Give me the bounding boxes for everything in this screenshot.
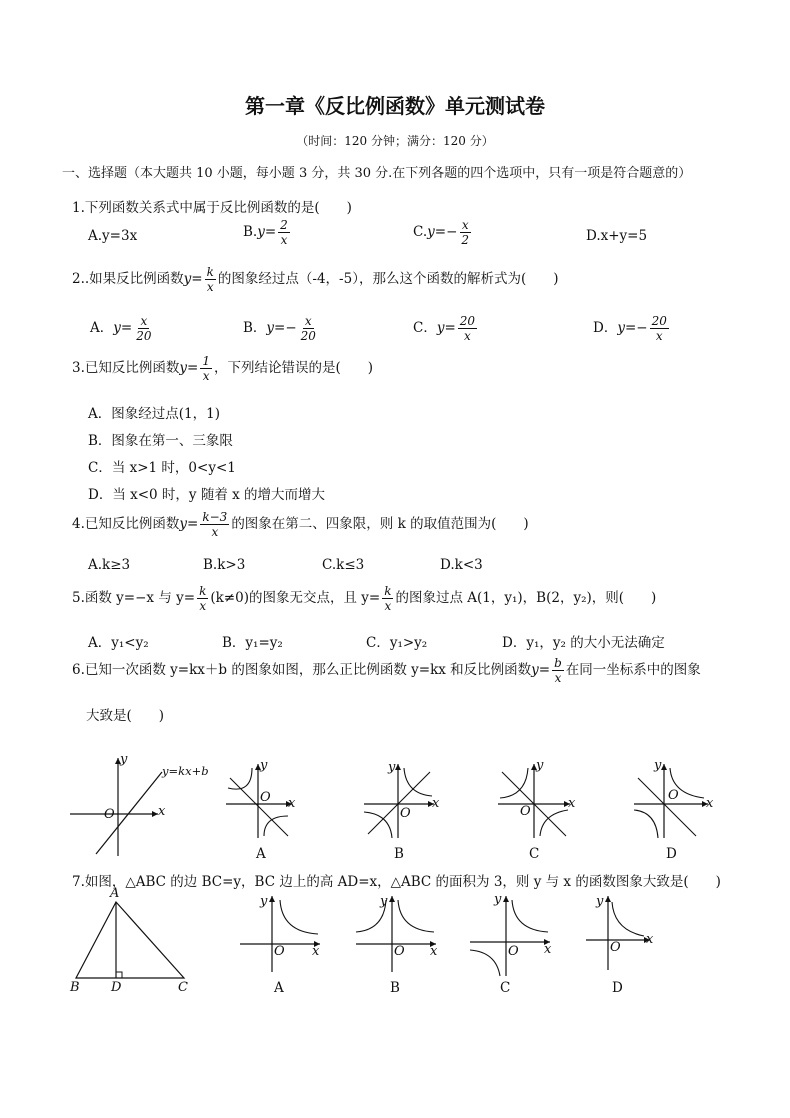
q5-option-d: D．y₁，y₂ 的大小无法确定 — [502, 635, 665, 651]
question-4-stem: 4.已知反比例函数y= $\frac{k-3}{x}$ 的图象在第二、四象限，则 k 的取值范围为( ) — [72, 510, 529, 539]
q6-option-d-graph: y x O — [630, 760, 716, 840]
q3-option-b: B．图象在第一、三象限 — [88, 433, 233, 449]
vertex-b-label: B — [70, 980, 80, 995]
q5-option-c: C．y₁>y₂ — [366, 635, 428, 651]
point-d-label: D — [111, 980, 122, 995]
q2-option-b: B．y=− $\frac{x}{20}$ — [243, 314, 316, 343]
q6-option-b-graph: y x O — [360, 760, 440, 840]
q4-option-d: D.k<3 — [440, 557, 483, 573]
q2-option-a: A．y= $\frac{x}{20}$ — [90, 314, 152, 343]
axis-x-label: x — [158, 804, 166, 819]
question-6-stem: 6.已知一次函数 y=kx＋b 的图象如图，那么正比例函数 y=kx 和反比例函数y= $\frac{b}{x}$ 在同一坐标系中的图象 — [72, 656, 701, 685]
page-title: 第一章《反比例函数》单元测试卷 — [245, 94, 545, 118]
question-3-stem: 3.已知反比例函数y= $\frac{1}{x}$ ，下列结论错误的是( ) — [72, 354, 374, 383]
triangle-abc — [76, 902, 184, 978]
q1-option-c: C.y=− $\frac{x}{2}$ — [413, 218, 470, 247]
q7-b-svg — [352, 892, 444, 972]
question-6-stem-line2: 大致是( ) — [86, 708, 165, 724]
q7-c-svg — [466, 892, 558, 976]
q3-option-a: A．图象经过点(1，1) — [88, 406, 220, 422]
q7-option-d-label: D — [612, 980, 623, 996]
origin-label: O — [104, 807, 115, 822]
question-5-stem: 5.函数 y=−x 与 y= $\frac{k}{x}$ (k≠0)的图象无交点，且 y= $\frac{k}{x}$ 的图象过点 A(1，y₁)，B(2，y₂)，则( ) — [72, 584, 657, 613]
section-heading: 一、选择题（本大题共 10 小题，每小题 3 分，共 30 分.在下列各题的四个选项中，只有一项是符合题意的） — [62, 166, 692, 181]
question-1-stem: 1.下列函数关系式中属于反比例函数的是( ) — [72, 200, 352, 216]
q4-option-b: B.k>3 — [203, 557, 246, 573]
q7-option-a-graph: y x O — [236, 892, 328, 972]
q7-a-svg — [236, 892, 328, 972]
q7-triangle-figure — [66, 886, 196, 1000]
q5-option-b: B．y₁=y₂ — [222, 635, 283, 651]
q7-option-c-label: C — [500, 980, 511, 996]
q7-option-b-label: B — [390, 980, 400, 996]
right-angle-mark — [116, 972, 122, 978]
q4-option-c: C.k≤3 — [322, 557, 365, 573]
q3-option-d: D．当 x<0 时，y 随着 x 的增大而增大 — [88, 487, 326, 503]
axis-y-label: y — [120, 752, 128, 767]
q1-option-d: D.x+y=5 — [586, 228, 648, 244]
q3-option-c: C．当 x>1 时，0<y<1 — [88, 460, 236, 476]
q7-option-c-graph: y x O — [466, 892, 558, 976]
q2-option-c: C．y= $\frac{20}{x}$ — [413, 314, 476, 343]
vertex-a-label: A — [110, 886, 120, 901]
q6-option-c-graph: y x O — [494, 760, 578, 840]
q6-b-svg — [360, 760, 440, 840]
vertex-c-label: C — [178, 980, 188, 995]
q6-option-c-label: C — [529, 846, 540, 862]
q6-given-graph — [66, 752, 216, 860]
q6-option-d-label: D — [666, 846, 677, 862]
q1-option-a: A.y=3x — [88, 228, 138, 244]
q5-option-a: A．y₁<y₂ — [88, 635, 149, 651]
q6-option-a-graph: y x O — [222, 760, 302, 840]
q7-triangle-svg — [66, 892, 196, 1000]
question-7-stem: 7.如图，△ABC 的边 BC=y，BC 边上的高 AD=x，△ABC 的面积为 3，则 y 与 x 的函数图象大致是( ) — [72, 874, 721, 890]
q7-option-b-graph: y x O — [352, 892, 444, 972]
line-equation-label: y=kx+b — [162, 764, 209, 778]
q6-option-a-label: A — [256, 846, 266, 862]
q6-option-b-label: B — [394, 846, 404, 862]
question-2-stem: 2..如果反比例函数y= $\frac{k}{x}$ 的图象经过点（-4，-5），那么这个函数的解析式为( ) — [72, 265, 559, 294]
q2-option-d: D．y=− $\frac{20}{x}$ — [593, 314, 667, 343]
q1-option-b: B.y= $\frac{2}{x}$ — [243, 218, 288, 247]
q7-option-a-label: A — [274, 980, 284, 996]
exam-subtitle: （时间：120 分钟；满分：120 分） — [296, 134, 494, 148]
q7-option-d-graph: y x O — [582, 892, 662, 972]
q4-option-a: A.k≥3 — [88, 557, 131, 573]
